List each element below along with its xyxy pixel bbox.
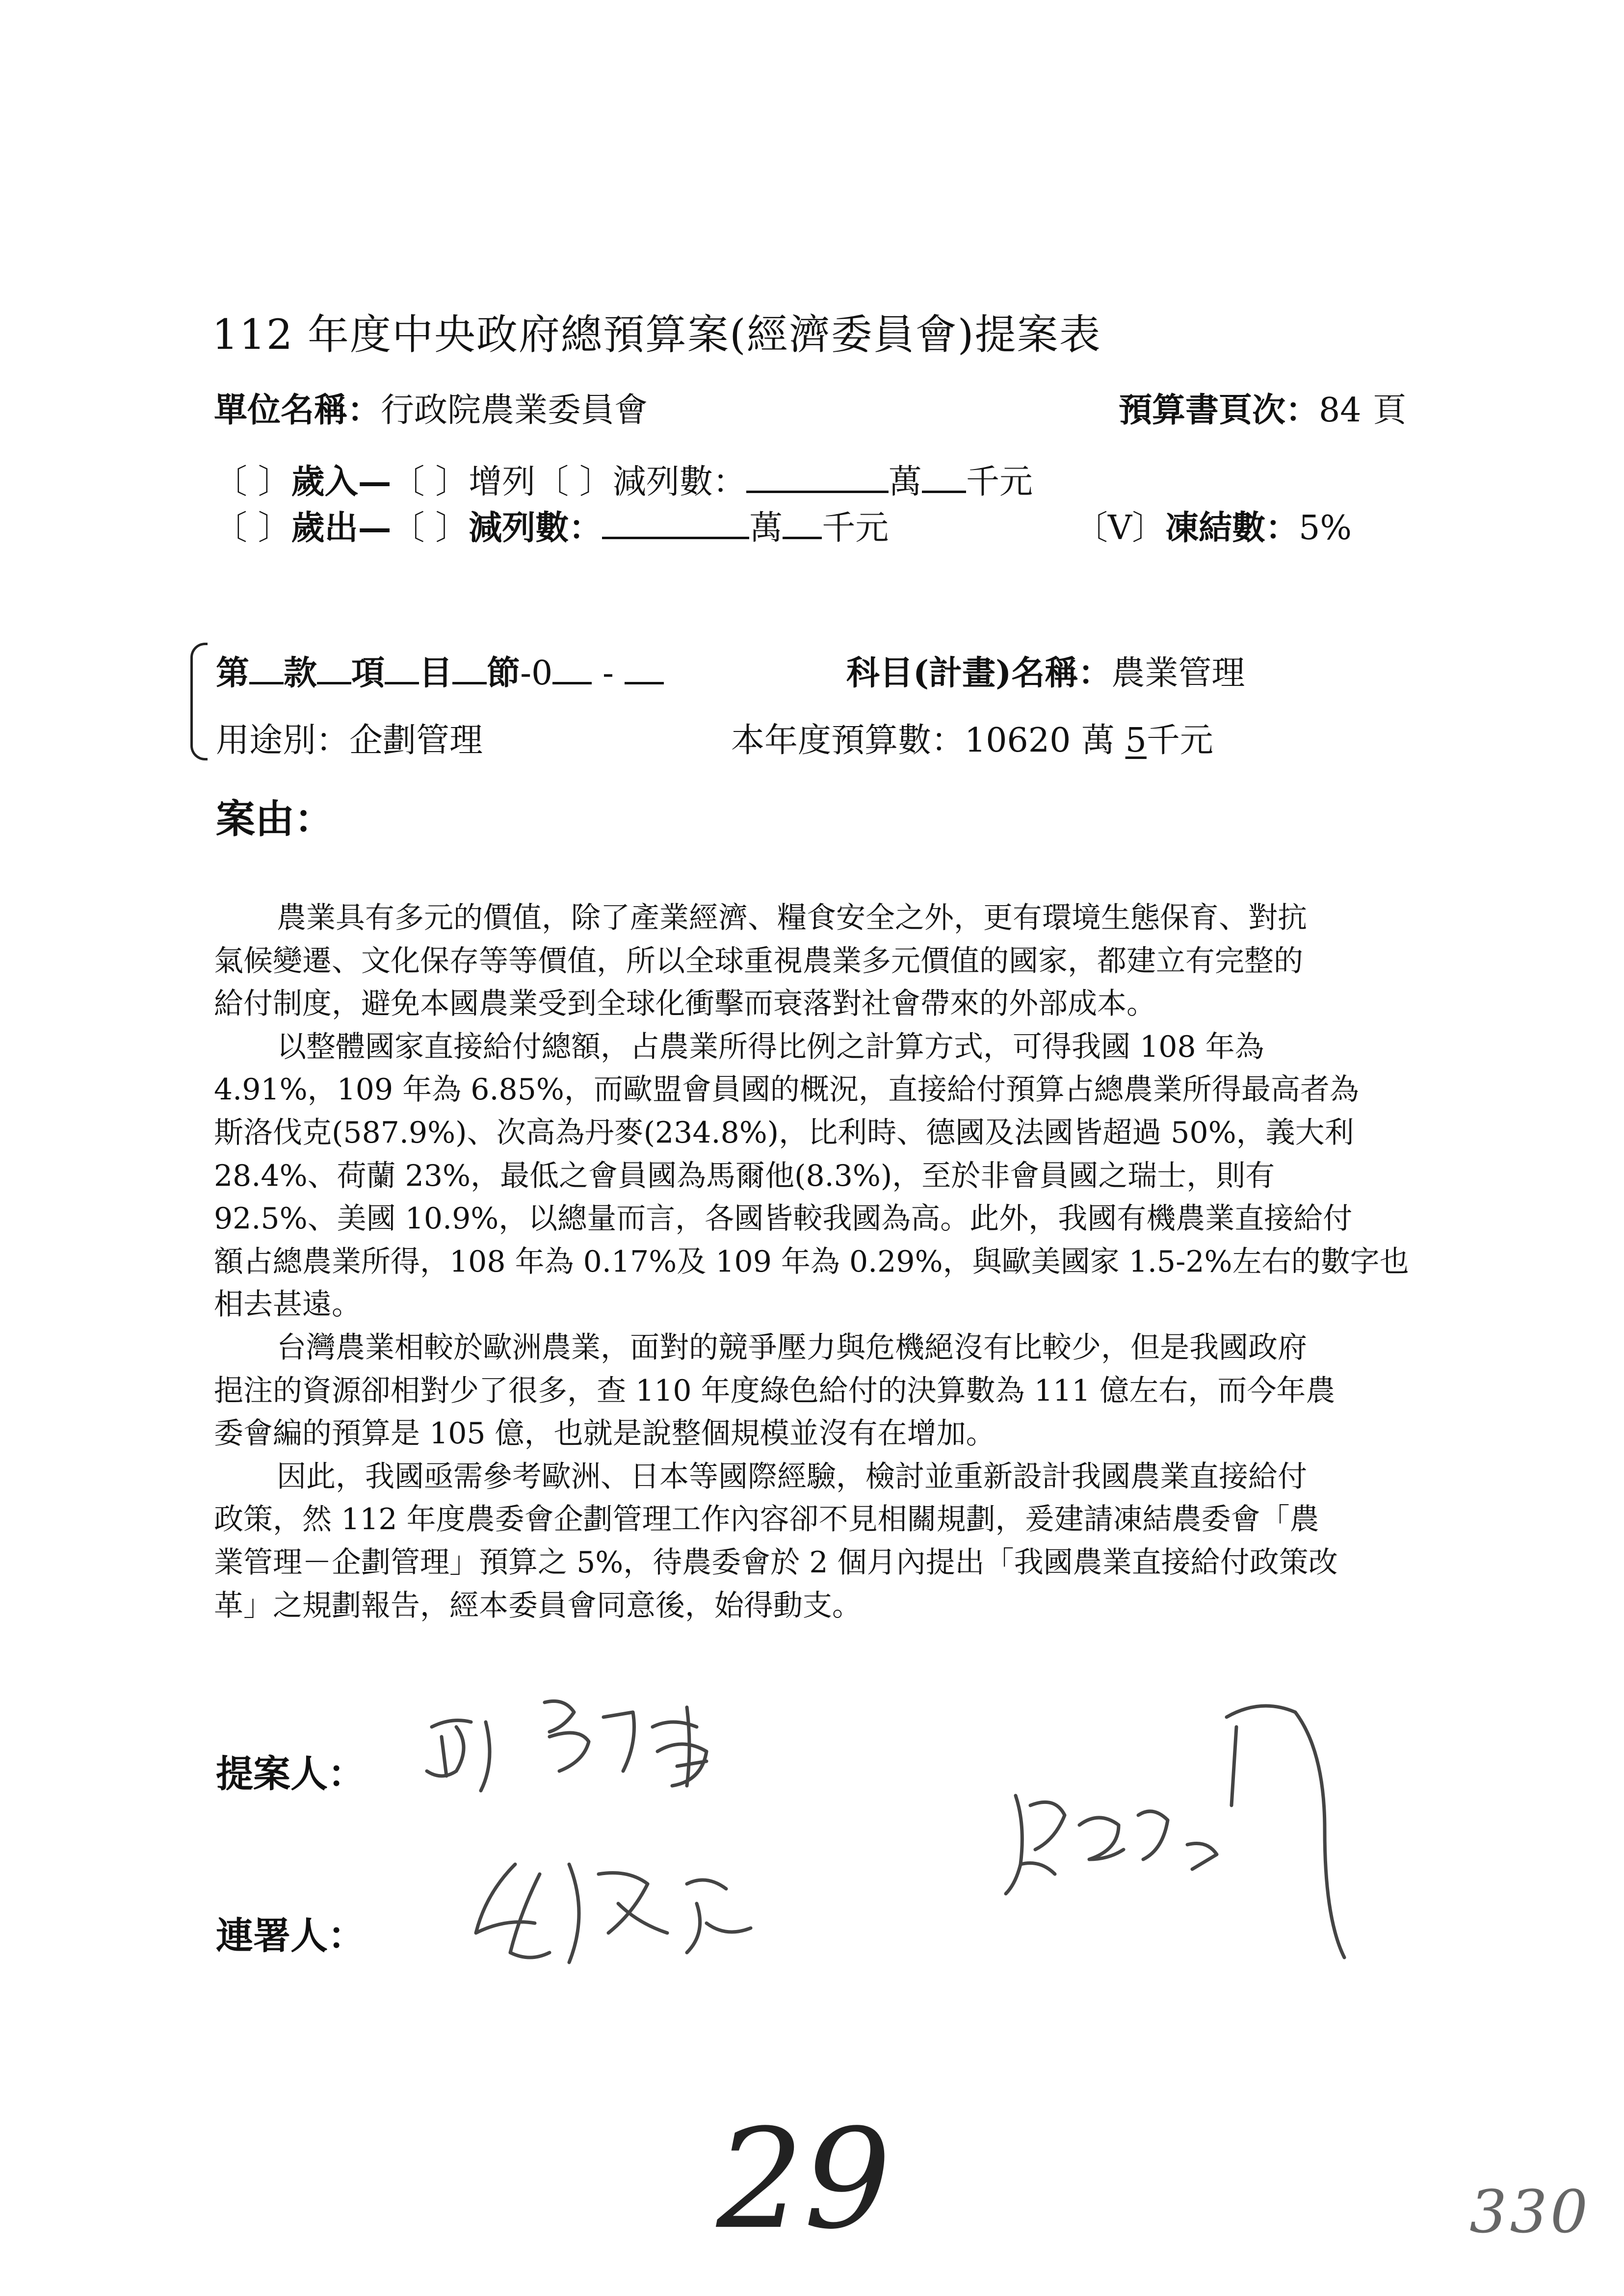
paragraph-line: 政策，然 112 年度農委會企劃管理工作內容卻不見相關規劃，爰建請凍結農委會「農 xyxy=(214,1502,1319,1537)
paragraph-line: 92.5%、美國 10.9%，以總量而言，各國皆較我國為高。此外，我國有機農業直接給付 xyxy=(214,1201,1353,1236)
paragraph-line: 相去甚遠。 xyxy=(214,1287,361,1322)
handwritten-page-number: 29 xyxy=(716,2100,891,2260)
expense-checkbox[interactable]: 〔 〕 xyxy=(214,509,291,548)
expense-decrease-label: 減列數： xyxy=(469,508,602,548)
expense-wan-label: 萬 xyxy=(749,509,783,548)
budget-page-suffix: 頁 xyxy=(1373,391,1407,430)
budget-page-label: 預算書頁次： xyxy=(1119,391,1319,430)
freeze-label: 凍結數： xyxy=(1165,508,1299,548)
paragraph-line: 因此，我國亟需參考歐洲、日本等國際經驗，檢討並重新設計我國農業直接給付 xyxy=(277,1459,1307,1494)
cosigner-label: 連署人： xyxy=(216,1914,365,1957)
usage-value: 企劃管理 xyxy=(349,721,483,760)
subject-label: 科目(計畫)名稱： xyxy=(846,653,1112,693)
expense-qian-label: 千元 xyxy=(822,509,889,548)
paragraph-line: 氣候變遷、文化保存等等價值，所以全球重視農業多元價值的國家，都建立有完整的 xyxy=(214,943,1303,978)
paragraph-line: 業管理－企劃管理」預算之 5%，待農委會於 2 個月內提出「我國農業直接給付政策改 xyxy=(214,1545,1338,1580)
paragraph-line: 台灣農業相較於歐洲農業，面對的競爭壓力與危機絕沒有比較少，但是我國政府 xyxy=(277,1330,1307,1365)
decrease-label: 減列數： xyxy=(612,463,746,501)
paragraph-line: 28.4%、荷蘭 23%，最低之會員國為馬爾他(8.3%)，至於非會員國之瑞士，則有 xyxy=(214,1158,1275,1193)
cosigner-signature-1 xyxy=(476,1864,751,1962)
expense-label: 歲出— xyxy=(291,508,392,548)
budget-wan-label: 萬 xyxy=(1081,721,1115,760)
expense-decrease-checkbox[interactable]: 〔 〕 xyxy=(391,509,469,548)
decrease-checkbox[interactable]: 〔 〕 xyxy=(535,463,613,501)
budget-page-value: 84 xyxy=(1319,391,1362,430)
subject-value: 農業管理 xyxy=(1111,654,1245,693)
budget-qian-label: 千元 xyxy=(1146,721,1213,760)
handwritten-sheet-number: 330 xyxy=(1469,2178,1591,2246)
revenue-label: 歲入— xyxy=(291,462,392,501)
budget-wan-value: 10620 xyxy=(965,721,1071,760)
usage-label: 用途別： xyxy=(216,721,350,760)
paragraph-line: 委會編的預算是 105 億，也就是說整個規模並沒有在增加。 xyxy=(214,1416,995,1451)
paragraph-line: 革」之規劃報告，經本委員會同意後，始得動支。 xyxy=(214,1588,862,1623)
increase-checkbox[interactable]: 〔 〕 xyxy=(391,463,469,501)
paragraph-line: 額占總農業所得，108 年為 0.17%及 109 年為 0.29%，與歐美國家 1.5-2%左右的數字也 xyxy=(214,1244,1409,1279)
cosigner-signature-2 xyxy=(1006,1706,1344,1957)
wan-label: 萬 xyxy=(888,463,922,501)
increase-label: 增列 xyxy=(469,463,536,501)
unit-value: 行政院農業委員會 xyxy=(381,391,648,430)
kuan-label: 款 xyxy=(284,653,317,693)
proposer-label: 提案人： xyxy=(216,1752,365,1796)
dash: - xyxy=(602,654,614,693)
paragraph-line: 挹注的資源卻相對少了很多，查 110 年度綠色給付的決算數為 111 億左右，而今年農 xyxy=(214,1373,1336,1408)
freeze-value: 5% xyxy=(1299,509,1352,548)
di-label: 第 xyxy=(216,653,250,693)
jie-value: -0 xyxy=(520,654,553,693)
reason-heading: 案由： xyxy=(216,796,334,842)
budget-qian-value: 5 xyxy=(1125,721,1147,760)
xiang-label: 項 xyxy=(351,653,385,693)
document-title: 112 年度中央政府總預算案(經濟委員會)提案表 xyxy=(212,311,1101,359)
qian-label: 千元 xyxy=(966,463,1033,501)
proposer-signature xyxy=(427,1701,707,1791)
paragraph-line: 以整體國家直接給付總額，占農業所得比例之計算方式，可得我國 108 年為 xyxy=(277,1029,1264,1064)
revenue-checkbox[interactable]: 〔 〕 xyxy=(214,463,291,501)
budget-amount-label: 本年度預算數： xyxy=(731,721,965,760)
paragraph-line: 斯洛伐克(587.9%)、次高為丹麥(234.8%)，比利時、德國及法國皆超過 50%，義大利 xyxy=(214,1115,1354,1150)
paragraph-line: 4.91%，109 年為 6.85%，而歐盟會員國的概況，直接給付預算占總農業所得最高者為 xyxy=(214,1072,1359,1107)
unit-label: 單位名稱： xyxy=(214,391,381,430)
mu-label: 目 xyxy=(419,653,453,693)
paragraph-line: 給付制度，避免本國農業受到全球化衝擊而衰落對社會帶來的外部成本。 xyxy=(214,987,1156,1021)
paragraph-line: 農業具有多元的價值，除了產業經濟、糧食安全之外，更有環境生態保育、對抗 xyxy=(277,901,1307,935)
jie-label: 節 xyxy=(487,653,521,693)
freeze-checkbox[interactable]: 〔V〕 xyxy=(1074,509,1166,548)
